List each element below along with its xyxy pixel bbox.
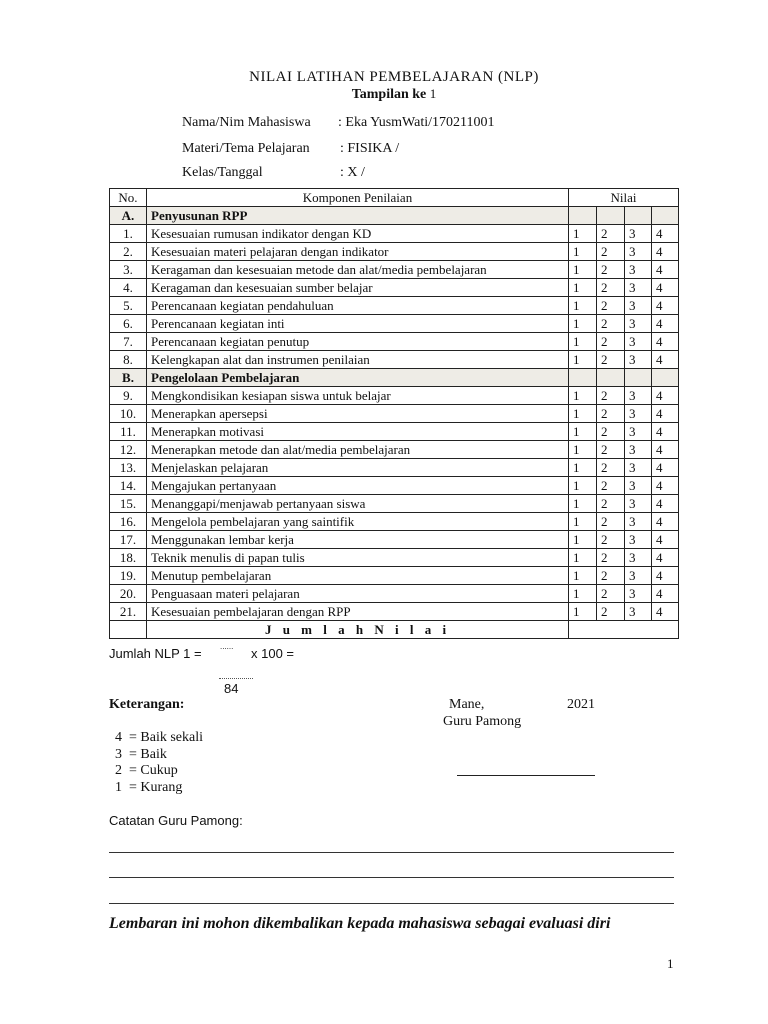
score-option[interactable]: 4 (652, 513, 679, 531)
score-option[interactable]: 3 (625, 423, 652, 441)
score-option[interactable]: 2 (597, 405, 625, 423)
score-option[interactable]: 2 (597, 333, 625, 351)
section-row (110, 207, 679, 225)
score-option[interactable]: 2 (597, 441, 625, 459)
info-value: : Eka YusmWati/170211001 (338, 115, 495, 130)
score-option[interactable]: 3 (625, 387, 652, 405)
table-row (110, 585, 679, 603)
item-text: Teknik menulis di papan tulis (147, 549, 569, 567)
section-score-cell (597, 369, 625, 387)
score-option[interactable]: 2 (597, 531, 625, 549)
header-komponen: Komponen Penilaian (147, 189, 569, 207)
score-option[interactable]: 3 (625, 567, 652, 585)
item-text: Perencanaan kegiatan pendahuluan (147, 297, 569, 315)
score-option[interactable]: 2 (597, 261, 625, 279)
score-option[interactable]: 3 (625, 297, 652, 315)
score-option[interactable]: 4 (652, 495, 679, 513)
item-text: Penguasaan materi pelajaran (147, 585, 569, 603)
legend-item (115, 763, 178, 779)
score-option[interactable]: 2 (597, 477, 625, 495)
score-option[interactable]: 1 (569, 261, 597, 279)
formula-numerator: ...... (220, 642, 234, 651)
score-option[interactable]: 3 (625, 549, 652, 567)
score-option[interactable]: 2 (597, 387, 625, 405)
item-text: Mengelola pembelajaran yang saintifik (147, 513, 569, 531)
section-score-cell (597, 207, 625, 225)
item-text: Kesesuaian materi pelajaran dengan indikator (147, 243, 569, 261)
table-row (110, 333, 679, 351)
signature-place: Mane, (449, 697, 485, 712)
score-option[interactable]: 3 (625, 459, 652, 477)
legend-score: 1 (115, 780, 122, 795)
section-code: B. (110, 369, 147, 387)
item-text: Kesesuaian rumusan indikator dengan KD (147, 225, 569, 243)
item-text: Menggunakan lembar kerja (147, 531, 569, 549)
item-text: Keragaman dan kesesuaian sumber belajar (147, 279, 569, 297)
legend-text: = Kurang (129, 780, 183, 795)
item-text: Keragaman dan kesesuaian metode dan alat/media pembelajaran (147, 261, 569, 279)
catatan-line (109, 877, 674, 878)
score-option[interactable]: 3 (625, 603, 652, 621)
score-option[interactable]: 4 (652, 297, 679, 315)
item-number: 12. (110, 441, 147, 459)
score-option[interactable]: 1 (569, 459, 597, 477)
item-number: 2. (110, 243, 147, 261)
score-option[interactable]: 1 (569, 279, 597, 297)
score-option[interactable]: 4 (652, 405, 679, 423)
table-row (110, 351, 679, 369)
score-option[interactable]: 2 (597, 513, 625, 531)
item-number: 6. (110, 315, 147, 333)
score-option[interactable]: 3 (625, 405, 652, 423)
formula-prefix: Jumlah NLP 1 = (109, 646, 202, 661)
item-text: Kelengkapan alat dan instrumen penilaian (147, 351, 569, 369)
table-row (110, 297, 679, 315)
catatan-line (109, 852, 674, 853)
catatan-line (109, 903, 674, 904)
formula-denominator: 84 (224, 681, 239, 696)
score-option[interactable]: 1 (569, 243, 597, 261)
section-title: Pengelolaan Pembelajaran (147, 369, 569, 387)
score-option[interactable]: 2 (597, 225, 625, 243)
item-number: 21. (110, 603, 147, 621)
score-option[interactable]: 1 (569, 315, 597, 333)
header-no: No. (110, 189, 147, 207)
info-label: Nama/Nim Mahasiswa (182, 115, 311, 130)
footer-note: Lembaran ini mohon dikembalikan kepada mahasiswa sebagai evaluasi diri (109, 915, 611, 932)
score-option[interactable]: 4 (652, 261, 679, 279)
score-option[interactable]: 1 (569, 423, 597, 441)
score-option[interactable]: 3 (625, 351, 652, 369)
subtitle-text: Tampilan ke (351, 87, 427, 102)
score-option[interactable]: 1 (569, 441, 597, 459)
score-option[interactable]: 4 (652, 351, 679, 369)
item-text: Mengajukan pertanyaan (147, 477, 569, 495)
item-number: 16. (110, 513, 147, 531)
score-option[interactable]: 2 (597, 549, 625, 567)
score-option[interactable]: 4 (652, 423, 679, 441)
score-option[interactable]: 2 (597, 459, 625, 477)
item-number: 19. (110, 567, 147, 585)
assessment-table (109, 188, 679, 639)
item-number: 7. (110, 333, 147, 351)
item-number: 20. (110, 585, 147, 603)
item-text: Perencanaan kegiatan penutup (147, 333, 569, 351)
info-label: Materi/Tema Pelajaran (182, 141, 310, 156)
item-number: 11. (110, 423, 147, 441)
score-option[interactable]: 1 (569, 603, 597, 621)
score-option[interactable]: 3 (625, 513, 652, 531)
score-option[interactable]: 4 (652, 459, 679, 477)
score-option[interactable]: 1 (569, 297, 597, 315)
section-score-cell (652, 369, 679, 387)
item-number: 17. (110, 531, 147, 549)
score-option[interactable]: 1 (569, 513, 597, 531)
table-row (110, 423, 679, 441)
score-option[interactable]: 1 (569, 567, 597, 585)
score-option[interactable]: 3 (625, 315, 652, 333)
legend-score: 2 (115, 763, 122, 778)
score-option[interactable]: 2 (597, 603, 625, 621)
score-option[interactable]: 2 (597, 315, 625, 333)
table-row (110, 441, 679, 459)
item-number: 15. (110, 495, 147, 513)
total-label: J u m l a h N i l a i (147, 621, 569, 639)
score-option[interactable]: 3 (625, 333, 652, 351)
table-row (110, 531, 679, 549)
score-option[interactable]: 1 (569, 333, 597, 351)
score-option[interactable]: 4 (652, 603, 679, 621)
total-value-cell (569, 621, 679, 639)
score-option[interactable]: 1 (569, 531, 597, 549)
score-option[interactable]: 3 (625, 279, 652, 297)
table-header-row (110, 189, 679, 207)
score-option[interactable]: 2 (597, 423, 625, 441)
score-option[interactable]: 2 (597, 351, 625, 369)
score-option[interactable]: 4 (652, 333, 679, 351)
legend-item (115, 730, 203, 746)
score-option[interactable]: 3 (625, 495, 652, 513)
item-number: 5. (110, 297, 147, 315)
score-option[interactable]: 2 (597, 297, 625, 315)
legend-text: = Baik sekali (129, 730, 203, 745)
item-number: 1. (110, 225, 147, 243)
legend-text: = Cukup (129, 763, 178, 778)
header-nilai: Nilai (569, 189, 679, 207)
table-row (110, 495, 679, 513)
item-number: 10. (110, 405, 147, 423)
score-option[interactable]: 1 (569, 549, 597, 567)
score-option[interactable]: 2 (597, 585, 625, 603)
item-number: 18. (110, 549, 147, 567)
score-option[interactable]: 4 (652, 225, 679, 243)
formula-fraction-bar (219, 678, 253, 679)
formula-multiplier: x 100 = (251, 646, 295, 661)
legend-item (115, 780, 182, 796)
item-text: Menerapkan motivasi (147, 423, 569, 441)
score-option[interactable]: 1 (569, 225, 597, 243)
section-row (110, 369, 679, 387)
score-option[interactable]: 4 (652, 477, 679, 495)
table-row (110, 567, 679, 585)
score-option[interactable]: 3 (625, 261, 652, 279)
score-option[interactable]: 3 (625, 585, 652, 603)
item-number: 4. (110, 279, 147, 297)
info-value: : FISIKA / (340, 141, 400, 156)
score-option[interactable]: 2 (597, 567, 625, 585)
signature-title: Guru Pamong (443, 714, 522, 729)
score-option[interactable]: 1 (569, 405, 597, 423)
table-row (110, 603, 679, 621)
keterangan-label: Keterangan: (109, 697, 185, 712)
item-number: 14. (110, 477, 147, 495)
info-label: Kelas/Tanggal (182, 165, 263, 180)
section-title: Penyusunan RPP (147, 207, 569, 225)
item-text: Menutup pembelajaran (147, 567, 569, 585)
score-option[interactable]: 2 (597, 495, 625, 513)
item-text: Perencanaan kegiatan inti (147, 315, 569, 333)
score-option[interactable]: 1 (569, 351, 597, 369)
legend-text: = Baik (129, 747, 167, 762)
section-score-cell (652, 207, 679, 225)
score-option[interactable]: 1 (569, 387, 597, 405)
section-score-cell (625, 369, 652, 387)
signature-line (457, 775, 595, 776)
section-score-cell (625, 207, 652, 225)
score-option[interactable]: 4 (652, 585, 679, 603)
legend-score: 4 (115, 730, 122, 745)
item-text: Menerapkan apersepsi (147, 405, 569, 423)
legend-item (115, 747, 167, 763)
table-row (110, 459, 679, 477)
table-row (110, 243, 679, 261)
total-empty-cell (110, 621, 147, 639)
table-row (110, 477, 679, 495)
table-row (110, 261, 679, 279)
score-option[interactable]: 4 (652, 567, 679, 585)
item-text: Menerapkan metode dan alat/media pembelajaran (147, 441, 569, 459)
item-text: Menjelaskan pelajaran (147, 459, 569, 477)
subtitle-number: 1 (429, 86, 437, 101)
score-option[interactable]: 4 (652, 387, 679, 405)
table-row (110, 405, 679, 423)
item-number: 9. (110, 387, 147, 405)
item-number: 8. (110, 351, 147, 369)
score-option[interactable]: 4 (652, 315, 679, 333)
score-option[interactable]: 3 (625, 477, 652, 495)
table-row (110, 549, 679, 567)
table-row (110, 387, 679, 405)
nlp-formula (109, 646, 202, 661)
total-row (110, 621, 679, 639)
table-row (110, 513, 679, 531)
table-row (110, 279, 679, 297)
item-text: Mengkondisikan kesiapan siswa untuk belajar (147, 387, 569, 405)
score-option[interactable]: 4 (652, 441, 679, 459)
table-row (110, 315, 679, 333)
item-number: 3. (110, 261, 147, 279)
signature-year: 2021 (567, 697, 595, 712)
section-score-cell (569, 207, 597, 225)
document-title: NILAI LATIHAN PEMBELAJARAN (NLP) (249, 69, 539, 85)
score-option[interactable]: 2 (597, 243, 625, 261)
info-value: : X / (340, 165, 365, 180)
document-subtitle (0, 86, 768, 103)
table-row (110, 225, 679, 243)
item-text: Menanggapi/menjawab pertanyaan siswa (147, 495, 569, 513)
score-option[interactable]: 3 (625, 243, 652, 261)
item-text: Kesesuaian pembelajaran dengan RPP (147, 603, 569, 621)
item-number: 13. (110, 459, 147, 477)
score-option[interactable]: 1 (569, 477, 597, 495)
score-option[interactable]: 4 (652, 549, 679, 567)
section-code: A. (110, 207, 147, 225)
page-number: 1 (667, 956, 674, 971)
score-option[interactable]: 4 (652, 531, 679, 549)
legend-score: 3 (115, 747, 122, 762)
score-option[interactable]: 1 (569, 495, 597, 513)
section-score-cell (569, 369, 597, 387)
score-option[interactable]: 3 (625, 225, 652, 243)
score-option[interactable]: 3 (625, 531, 652, 549)
score-option[interactable]: 4 (652, 243, 679, 261)
score-option[interactable]: 3 (625, 441, 652, 459)
score-option[interactable]: 4 (652, 279, 679, 297)
score-option[interactable]: 1 (569, 585, 597, 603)
score-option[interactable]: 2 (597, 279, 625, 297)
catatan-label: Catatan Guru Pamong: (109, 813, 243, 828)
